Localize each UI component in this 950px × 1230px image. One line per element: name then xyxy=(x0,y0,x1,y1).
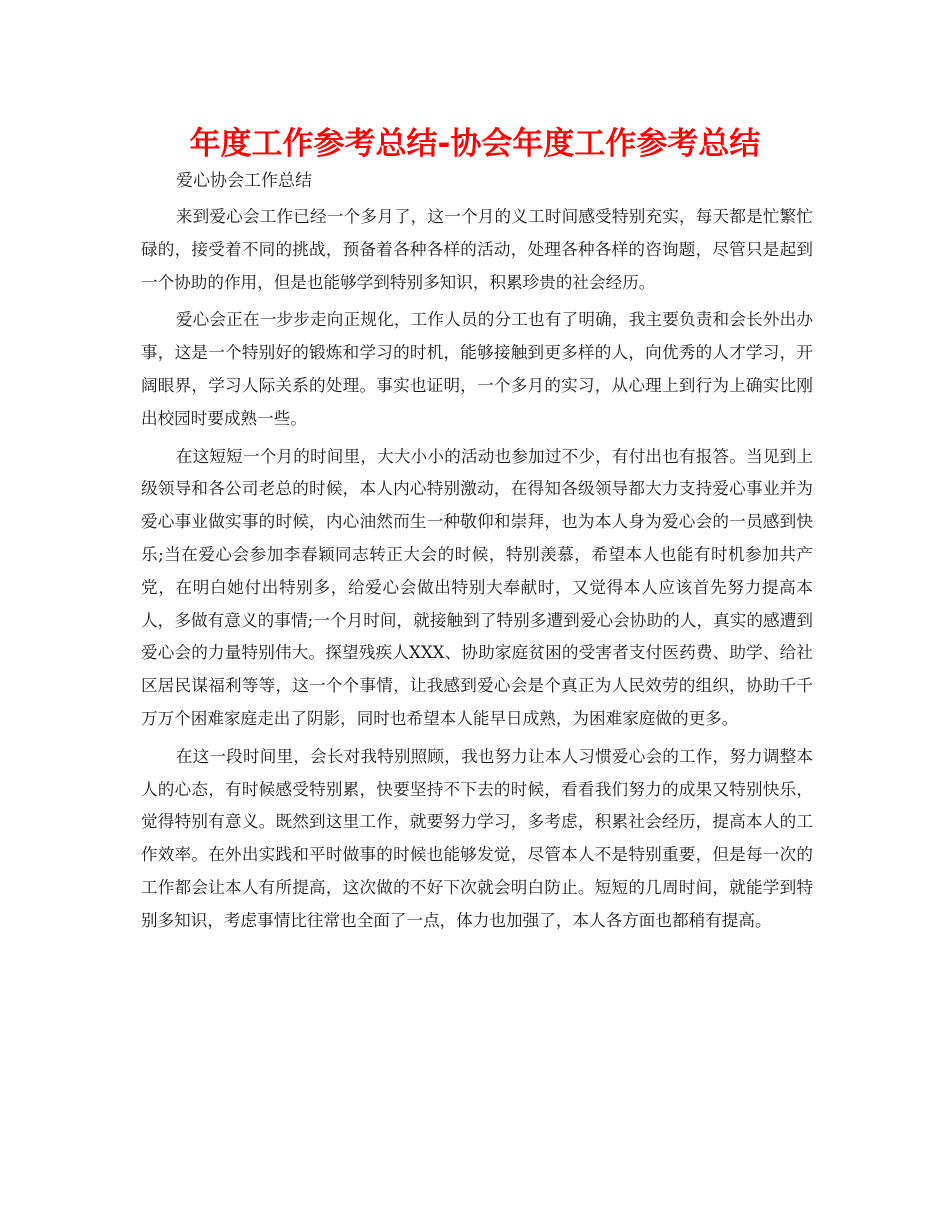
paragraph: 在这短短一个月的时间里，大大小小的活动也参加过不少，有付出也有报答。当见到上级领导和各公司老总的时候，本人内心特别激动，在得知各级领导都大力支持爱心事业并为爱心事业做实事的时候，内心油然而生一种敬仰和崇拜，也为本人身为爱心会的一员感到快乐;当在爱心会参加李春颖同志转正大会的时候，特别羡慕，希望本人也能有时机参加共产党，在明白她付出特别多，给爱心会做出特别大奉献时，又觉得本人应该首先努力提高本人，多做有意义的事情;一个月时间，就接触到了特别多遭到爱心会协助的人，真实的感遭到爱心会的力量特别伟大。探望残疾人XXX、协助家庭贫困的受害者支付医药费、助学、给社区居民谋福利等等，这一个个事情，让我感到爱心会是个真正为人民效劳的组织，协助千千万万个困难家庭走出了阴影，同时也希望本人能早日成熟，为困难家庭做的更多。 xyxy=(141,446,813,728)
document-title: 年度工作参考总结-协会年度工作参考总结 xyxy=(189,126,761,162)
paragraph: 来到爱心会工作已经一个多月了，这一个月的义工时间感受特别充实，每天都是忙繁忙碌的，接受着不同的挑战，预备着各种各样的活动，处理各种各样的咨询题，尽管只是起到一个协助的作用，但是也能够学到特别多知识，积累珍贵的社会经历。 xyxy=(141,207,813,292)
document-body xyxy=(141,201,813,943)
document-subtitle: 爱心协会工作总结 xyxy=(176,171,312,191)
paragraph: 爱心会正在一步步走向正规化，工作人员的分工也有了明确，我主要负责和会长外出办事，这是一个特别好的锻炼和学习的时机，能够接触到更多样的人，向优秀的人才学习，开阔眼界，学习人际关系的处理。事实也证明，一个多月的实习，从心理上到行为上确实比刚出校园时要成熟一些。 xyxy=(141,310,813,428)
paragraph: 在这一段时间里，会长对我特别照顾，我也努力让本人习惯爱心会的工作，努力调整本人的心态，有时候感受特别累，快要坚持不下去的时候，看看我们努力的成果又特别快乐，觉得特别有意义。既然到这里工作，就要努力学习，多考虑，积累社会经历，提高本人的工作效率。在外出实践和平时做事的时候也能够发觉，尽管本人不是特别重要，但是每一次的工作都会让本人有所提高，这次做的不好下次就会明白防止。短短的几周时间，就能学到特别多知识，考虑事情比往常也全面了一点，体力也加强了，本人各方面也都稍有提高。 xyxy=(141,746,813,930)
